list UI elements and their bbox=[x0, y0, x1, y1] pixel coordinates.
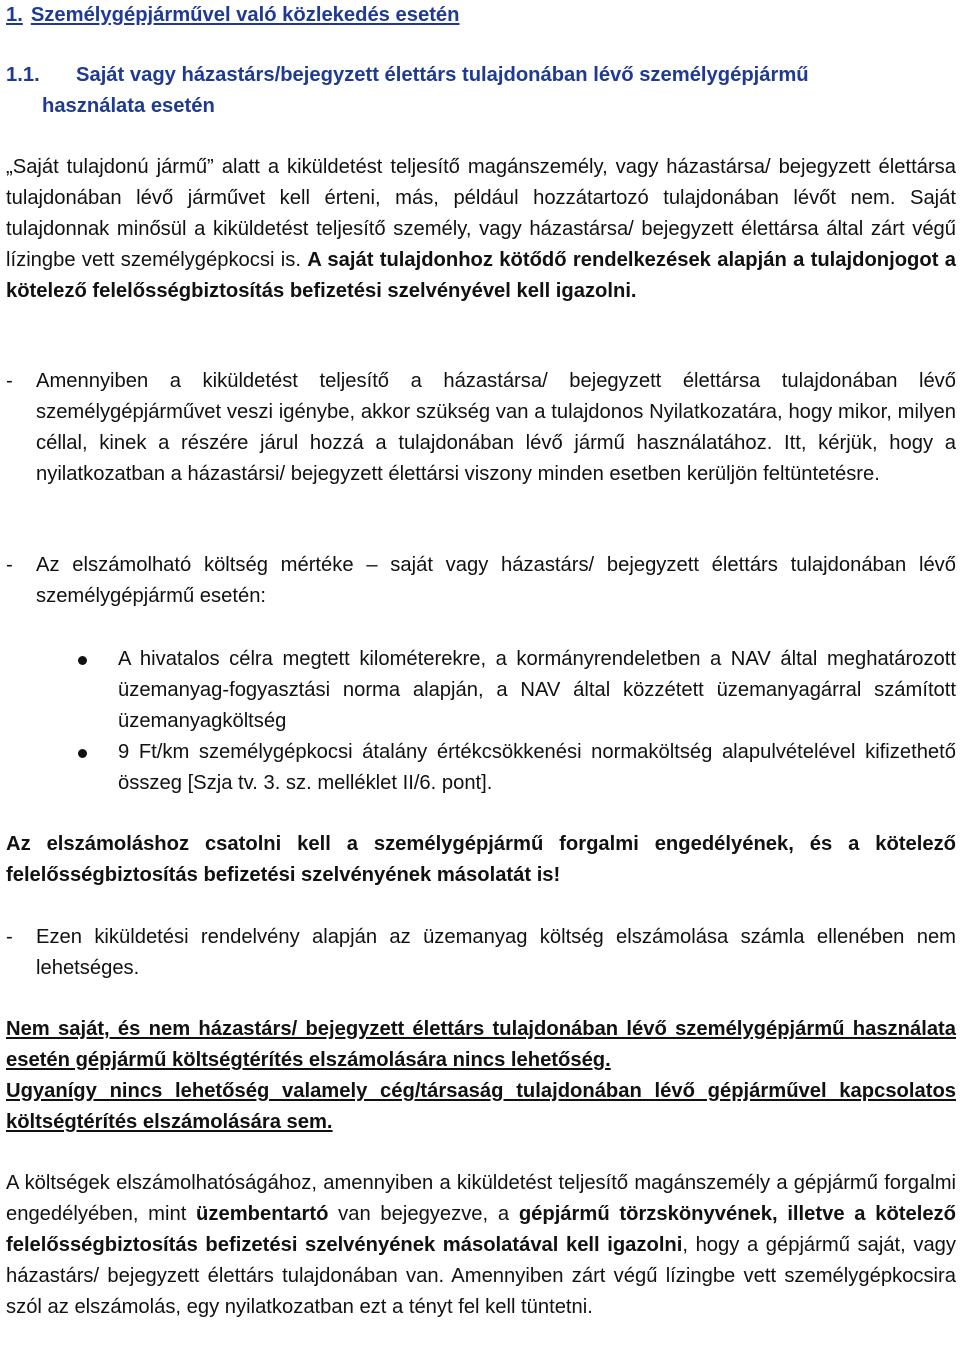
bullet-text: 9 Ft/km személygépkocsi átalány értékcsökkenési normaköltség alapulvételével kifizethető összeg [Szja tv. 3. sz. melléklet II/6. pont]. bbox=[118, 741, 956, 794]
bullet-text: A hivatalos célra megtett kilométerekre, a kormányrendeletben a NAV által meghatározott üzemanyag-fogyasztási norma alapján, a NAV által közzétett üzemanyagárral számított üzemanyagköltség bbox=[118, 648, 956, 732]
bullet-item-depreciation bbox=[78, 737, 956, 799]
dash-marker: - bbox=[6, 926, 13, 948]
final-paragraph bbox=[6, 1168, 956, 1323]
dash-marker: - bbox=[6, 370, 13, 392]
dash-item-cost-amount bbox=[6, 550, 956, 612]
notice-company-vehicle: Ugyanígy nincs lehetőség valamely cég/társaság tulajdonában lévő gépjárművel kapcsolatos költségtérítés elszámolására sem. bbox=[6, 1080, 956, 1133]
dash-item-text: Az elszámolható költség mértéke – saját vagy házastárs/ bejegyzett élettárs tulajdonában lévő személygépjármű esetén: bbox=[36, 554, 956, 607]
intro-bold-text: A saját tulajdonhoz kötődő rendelkezések alapján a tulajdonjogot a kötelező felelősségbiztosítás befizetési szelvényével kell igazolni. bbox=[6, 249, 956, 302]
attachment-note: Az elszámoláshoz csatolni kell a személygépjármű forgalmi engedélyének, és a kötelező felelősségbiztosítás befizetési szelvényének másolatát is! bbox=[6, 833, 956, 886]
final-text-1: A költségek elszámolhatóságához, amennyiben a kiküldetést teljesítő magánszemély a gépjármű forgalmi engedélyében, mint bbox=[6, 1172, 956, 1225]
bullet-icon bbox=[78, 749, 87, 758]
bullet-item-fuel-cost bbox=[78, 644, 956, 737]
dash-item-spouse-vehicle bbox=[6, 366, 956, 490]
bullet-icon bbox=[78, 656, 87, 665]
intro-paragraph bbox=[6, 152, 956, 307]
section-heading bbox=[6, 0, 459, 31]
dash-item-text: Ezen kiküldetési rendelvény alapján az üzemanyag költség elszámolása számla ellenében nem lehetséges. bbox=[36, 926, 956, 979]
intro-text: „Saját tulajdonú jármű” alatt a kiküldetést teljesítő magánszemély, vagy házastársa/ bejegyzett élettársa tulajdonában lévő járművet kell érteni, más, például hozzátartozó tulajdonában lévőt nem. Saját tulajdonnak minősül a kiküldetést teljesítő személy, vagy házastársa/ bejegyzett élettársa által zárt végű lízingbe vett személygépkocsi is. bbox=[6, 156, 956, 271]
subsection-heading bbox=[6, 60, 954, 122]
dash-item-fuel-invoice bbox=[6, 922, 956, 984]
notice-not-own-vehicle: Nem saját, és nem házastárs/ bejegyzett élettárs tulajdonában lévő személygépjármű használata esetén gépjármű költségtérítés elszámolására nincs lehetőség. bbox=[6, 1018, 956, 1071]
subsection-number: 1.1. bbox=[6, 64, 40, 86]
final-bold-operator: üzembentartó bbox=[196, 1203, 329, 1225]
final-bold-registry: gépjármű törzskönyvének, illetve a kötelező felelősségbiztosítás befizetési szelvényének másolatával kell igazolni bbox=[6, 1203, 956, 1256]
final-text-3: , hogy a gépjármű saját, vagy házastárs/ bejegyzett élettárs tulajdonában van. Amennyiben zárt végű lízingbe vett személygépkocsira szól az elszámolás, egy nyilatkozatban ezt a tényt fel kell tüntetni. bbox=[6, 1234, 956, 1318]
dash-item-text: Amennyiben a kiküldetést teljesítő a házastársa/ bejegyzett élettársa tulajdonában lévő személygépjárművet veszi igénybe, akkor szükség van a tulajdonos Nyilatkozatára, hogy mikor, milyen céllal, kinek a részére járul hozzá a tulajdonában lévő jármű használatához. Itt, kérjük, hogy a nyilatkozatban a házastársi/ bejegyzett élettársi viszony minden esetben kerüljön feltüntetésre. bbox=[36, 370, 956, 485]
section-number: 1. bbox=[6, 4, 23, 26]
subsection-title-line1: Saját vagy házastárs/bejegyzett élettárs tulajdonában lévő személygépjármű bbox=[76, 64, 809, 86]
section-title: Személygépjárművel való közlekedés esetén bbox=[30, 4, 460, 26]
final-text-2: van bejegyezve, a bbox=[328, 1203, 519, 1225]
dash-marker: - bbox=[6, 554, 13, 576]
subsection-title-line2: használata esetén bbox=[42, 95, 215, 117]
